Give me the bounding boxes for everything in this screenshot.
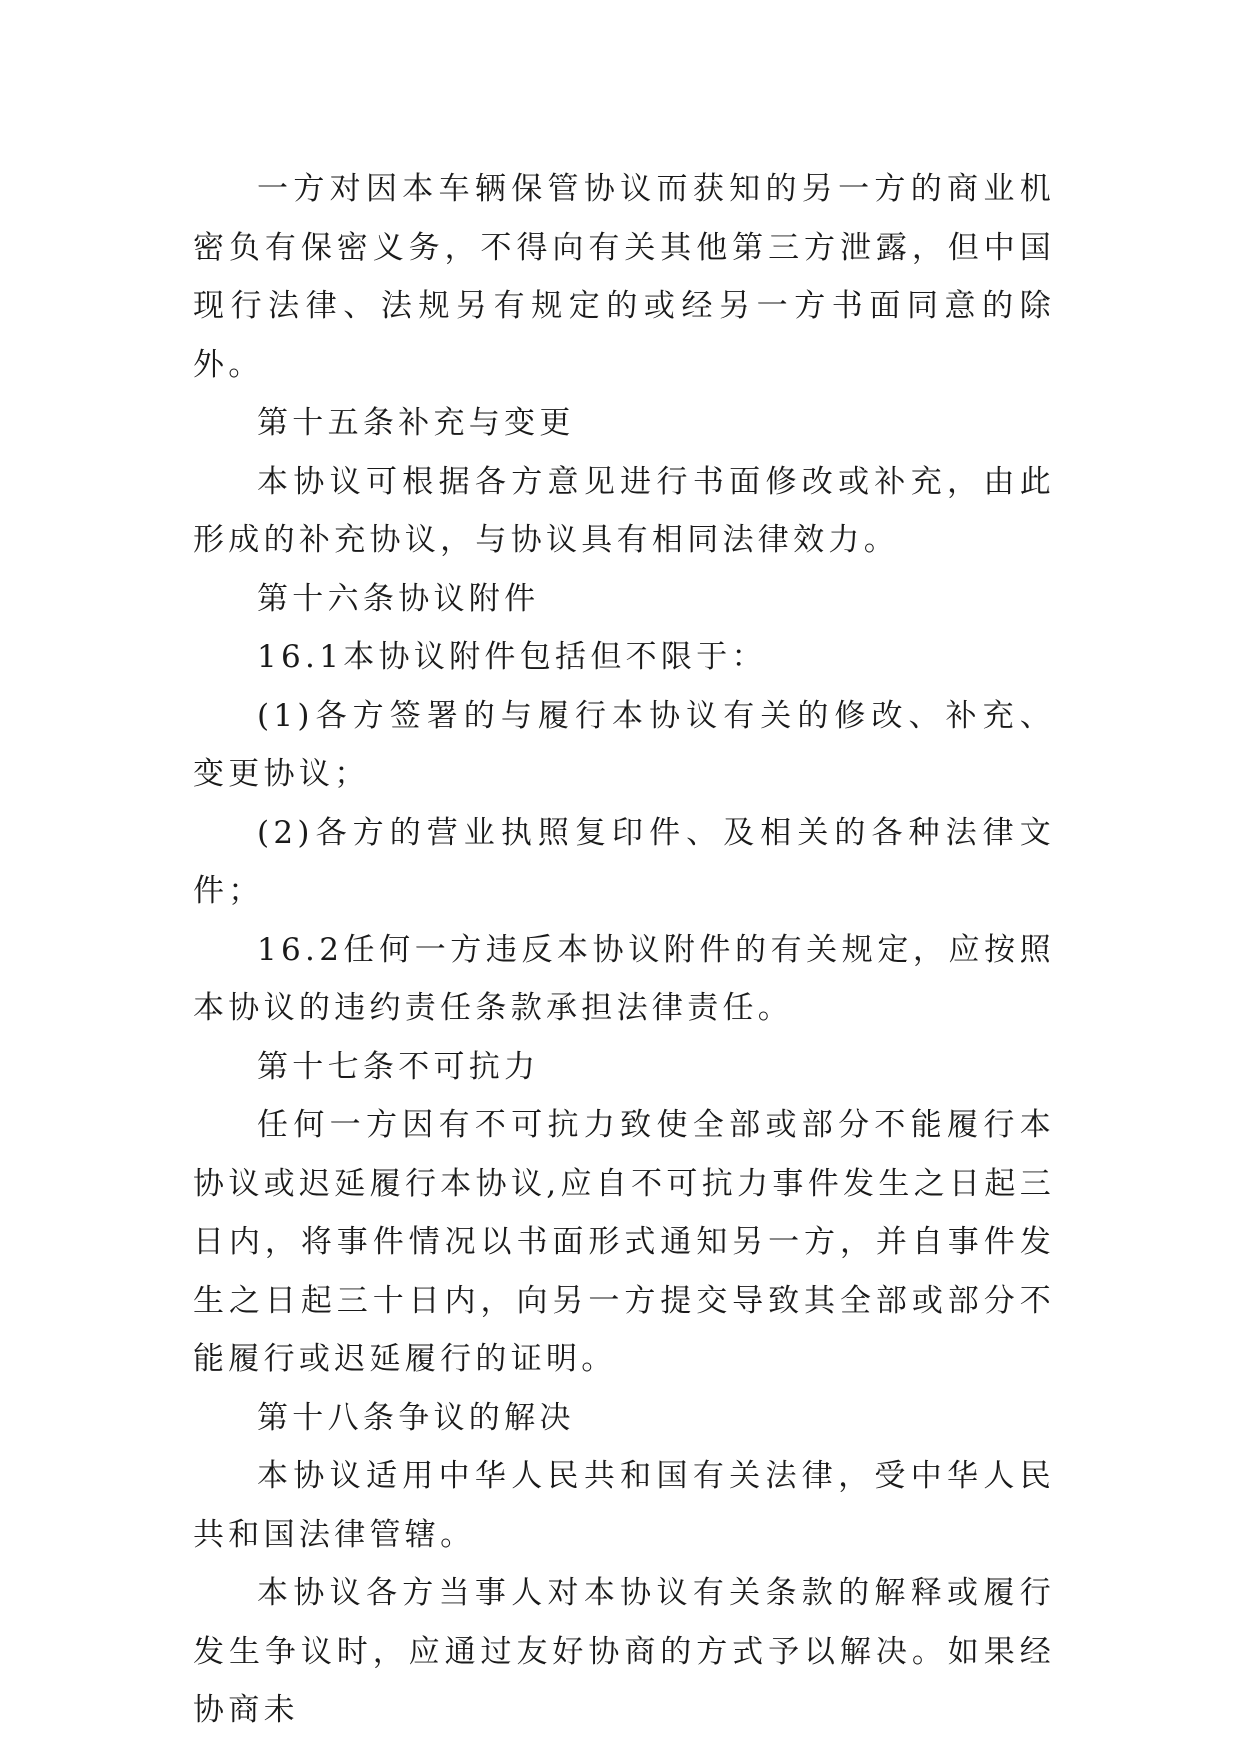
paragraph-dispute-resolution: 本协议各方当事人对本协议有关条款的解释或履行发生争议时，应通过友好协商的方式予以解决。如果经协商未 — [193, 1575, 1055, 1728]
paragraph-16-2: 16.2任何一方违反本协议附件的有关规定，应按照本协议的违约责任条款承担法律责任。 — [193, 931, 1055, 1026]
heading-article-16: 第十六条协议附件 — [257, 580, 540, 617]
heading-article-18: 第十八条争议的解决 — [257, 1399, 575, 1436]
paragraph-16-1: 16.1本协议附件包括但不限于： — [257, 639, 767, 675]
heading-article-15: 第十五条补充与变更 — [257, 405, 575, 441]
paragraph-force-majeure: 任何一方因有不可抗力致使全部或部分不能履行本协议或迟延履行本协议,应自不可抗力事件发生之日起三日内，将事件情况以书面形式通知另一方，并自事件发生之日起三十日内，向另一方提交导致其全部或部分不能履行或迟延履行的证明。 — [193, 1107, 1055, 1377]
paragraph-governing-law: 本协议适用中华人民共和国有关法律，受中华人民共和国法律管辖。 — [193, 1458, 1055, 1553]
paragraph-16-1-item-1: (1)各方签署的与履行本协议有关的修改、补充、变更协议； — [193, 697, 1055, 792]
paragraph-amendment: 本协议可根据各方意见进行书面修改或补充，由此形成的补充协议，与协议具有相同法律效力。 — [193, 463, 1055, 558]
paragraph-16-1-item-2: (2)各方的营业执照复印件、及相关的各种法律文件； — [193, 814, 1055, 909]
document-page — [193, 160, 1055, 1740]
heading-article-17: 第十七条不可抗力 — [257, 1048, 540, 1085]
paragraph-confidentiality: 一方对因本车辆保管协议而获知的另一方的商业机密负有保密义务，不得向有关其他第三方泄露，但中国现行法律、法规另有规定的或经另一方书面同意的除外。 — [193, 171, 1055, 383]
